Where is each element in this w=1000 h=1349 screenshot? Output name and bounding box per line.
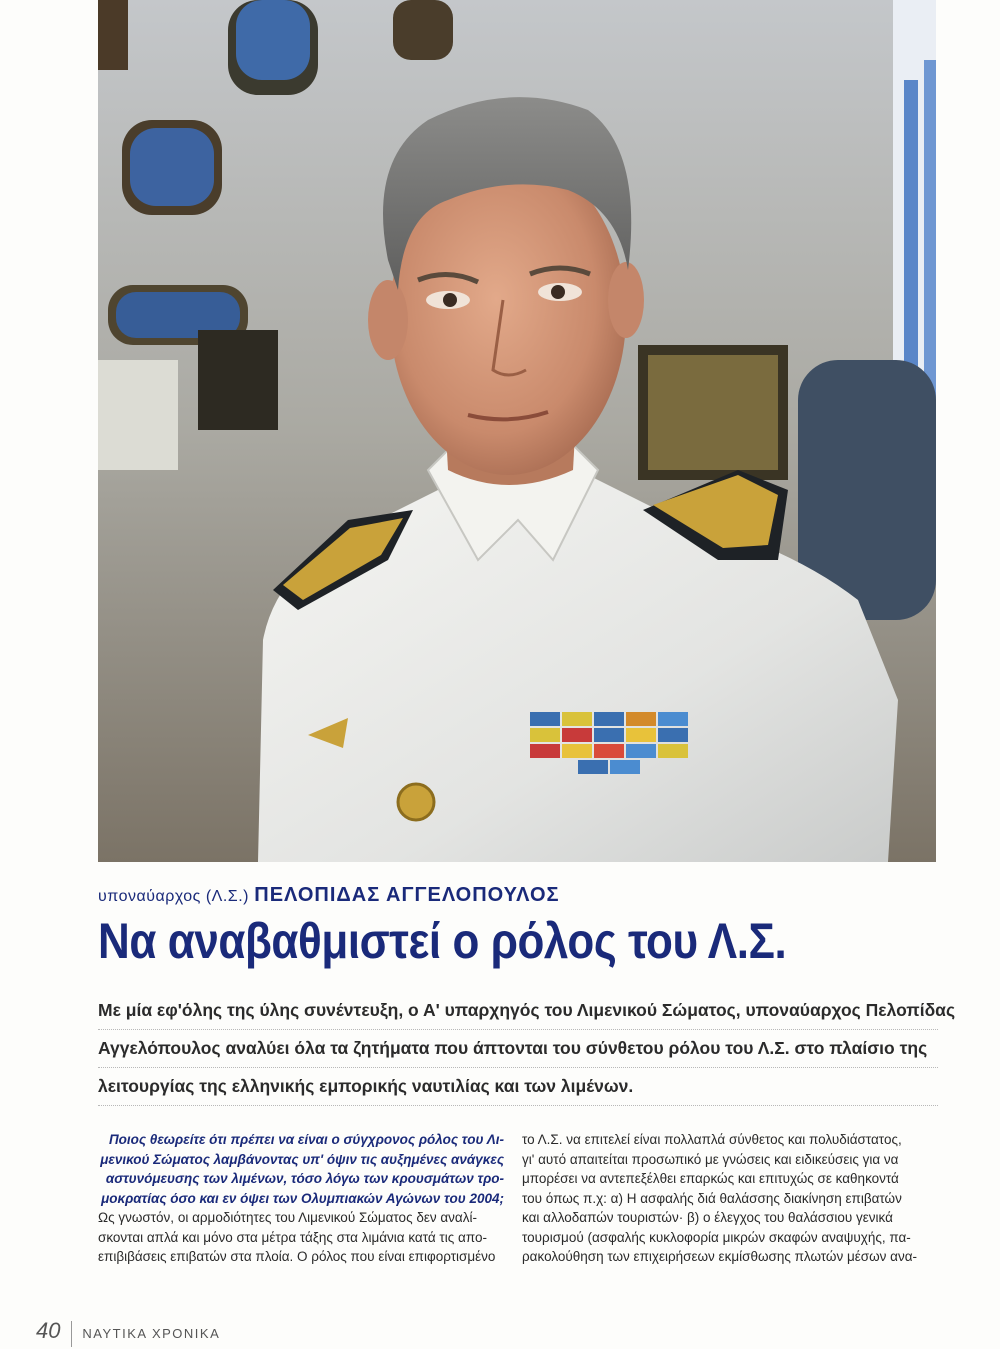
body-line: και αλλοδαπών τουριστών· β) ο έλεγχος του θαλάσσιου γενικά — [522, 1210, 893, 1225]
body-line: γι' αυτό απαιτείται προσωπικό με γνώσεις και ειδικεύσεις για να — [522, 1151, 899, 1167]
question-line: μοκρατίας όσο και εν όψει των Ολυμπιακών Αγώνων του 2004; — [101, 1190, 504, 1206]
flag — [893, 0, 936, 420]
magazine-name: ΝΑΥΤΙΚΑ ΧΡΟΝΙΚΑ — [82, 1326, 221, 1341]
body-line: μπορέσει να αντεπεξέλθει επαρκώς και επιτυχώς σε καθηκοντά — [522, 1171, 899, 1186]
page-number: 40 — [36, 1318, 61, 1343]
kicker-rank: υποναύαρχος (Λ.Σ.) — [98, 888, 249, 905]
question-line: αστυνόμευσης των λιμένων, τόσο λόγω των κρουσμάτων τρο- — [105, 1171, 504, 1186]
answer-line: επιβιβάσεις επιβατών στα πλοία. Ο ρόλος που είναι επιφορτισμένο — [98, 1249, 496, 1264]
kicker-name: ΠΕΛΟΠΙΔΑΣ ΑΓΓΕΛΟΠΟΥΛΟΣ — [254, 884, 560, 906]
body-line: του όπως π.χ: α) Η ασφαλής διά θαλάσσης διακίνηση επιβατών — [522, 1190, 902, 1206]
lead-line: Με μία εφ'όλης της ύλης συνέντευξη, ο Α' υπαρχηγός του Λιμενικού Σώματος, υποναύαρχος Πελοπίδας — [98, 992, 938, 1030]
lead-line: Αγγελόπουλος αναλύει όλα τα ζητήματα που άπτονται του σύνθετου ρόλου του Λ.Σ. στο πλαίσιο της — [98, 1030, 938, 1068]
footer-divider — [71, 1321, 72, 1347]
page-footer — [36, 1318, 220, 1347]
answer-line: σκονται απλά και μόνο στα μέτρα τάξης στα λιμάνια κατά τις απο- — [98, 1229, 487, 1245]
article-headline: Να αναβαθμιστεί ο ρόλος του Λ.Σ. — [98, 913, 787, 969]
body-line: ρακολούθηση των επιχειρήσεων εκμίσθωσης πλωτών μέσων ανα- — [522, 1249, 918, 1264]
column-left — [98, 1130, 504, 1267]
portrait-illustration — [98, 0, 936, 862]
portrait-photo — [98, 0, 936, 862]
answer-line: Ως γνωστόν, οι αρμοδιότητες του Λιμενικού Σώματος δεν αναλί- — [98, 1210, 477, 1225]
body-line: το Λ.Σ. να επιτελεί είναι πολλαπλά σύνθετος και πολυδιάστατος, — [522, 1132, 902, 1147]
question-line: Ποιος θεωρείτε ότι πρέπει να είναι ο σύγχρονος ρόλος του Λι- — [108, 1132, 504, 1147]
lead-line: λειτουργίας της ελληνικής εμπορικής ναυτιλίας και των λιμένων. — [98, 1068, 938, 1106]
question-line: μενικού Σώματος λαμβάνοντας υπ' όψιν τις αυξημένες ανάγκες — [100, 1151, 504, 1167]
article-lead — [98, 992, 956, 1106]
article-kicker — [98, 884, 560, 907]
column-right — [522, 1130, 928, 1267]
uniform-button — [398, 784, 434, 820]
body-line: τουρισμού (ασφαλής κυκλοφορία μικρών σκαφών αναψυχής, πα- — [522, 1229, 911, 1245]
